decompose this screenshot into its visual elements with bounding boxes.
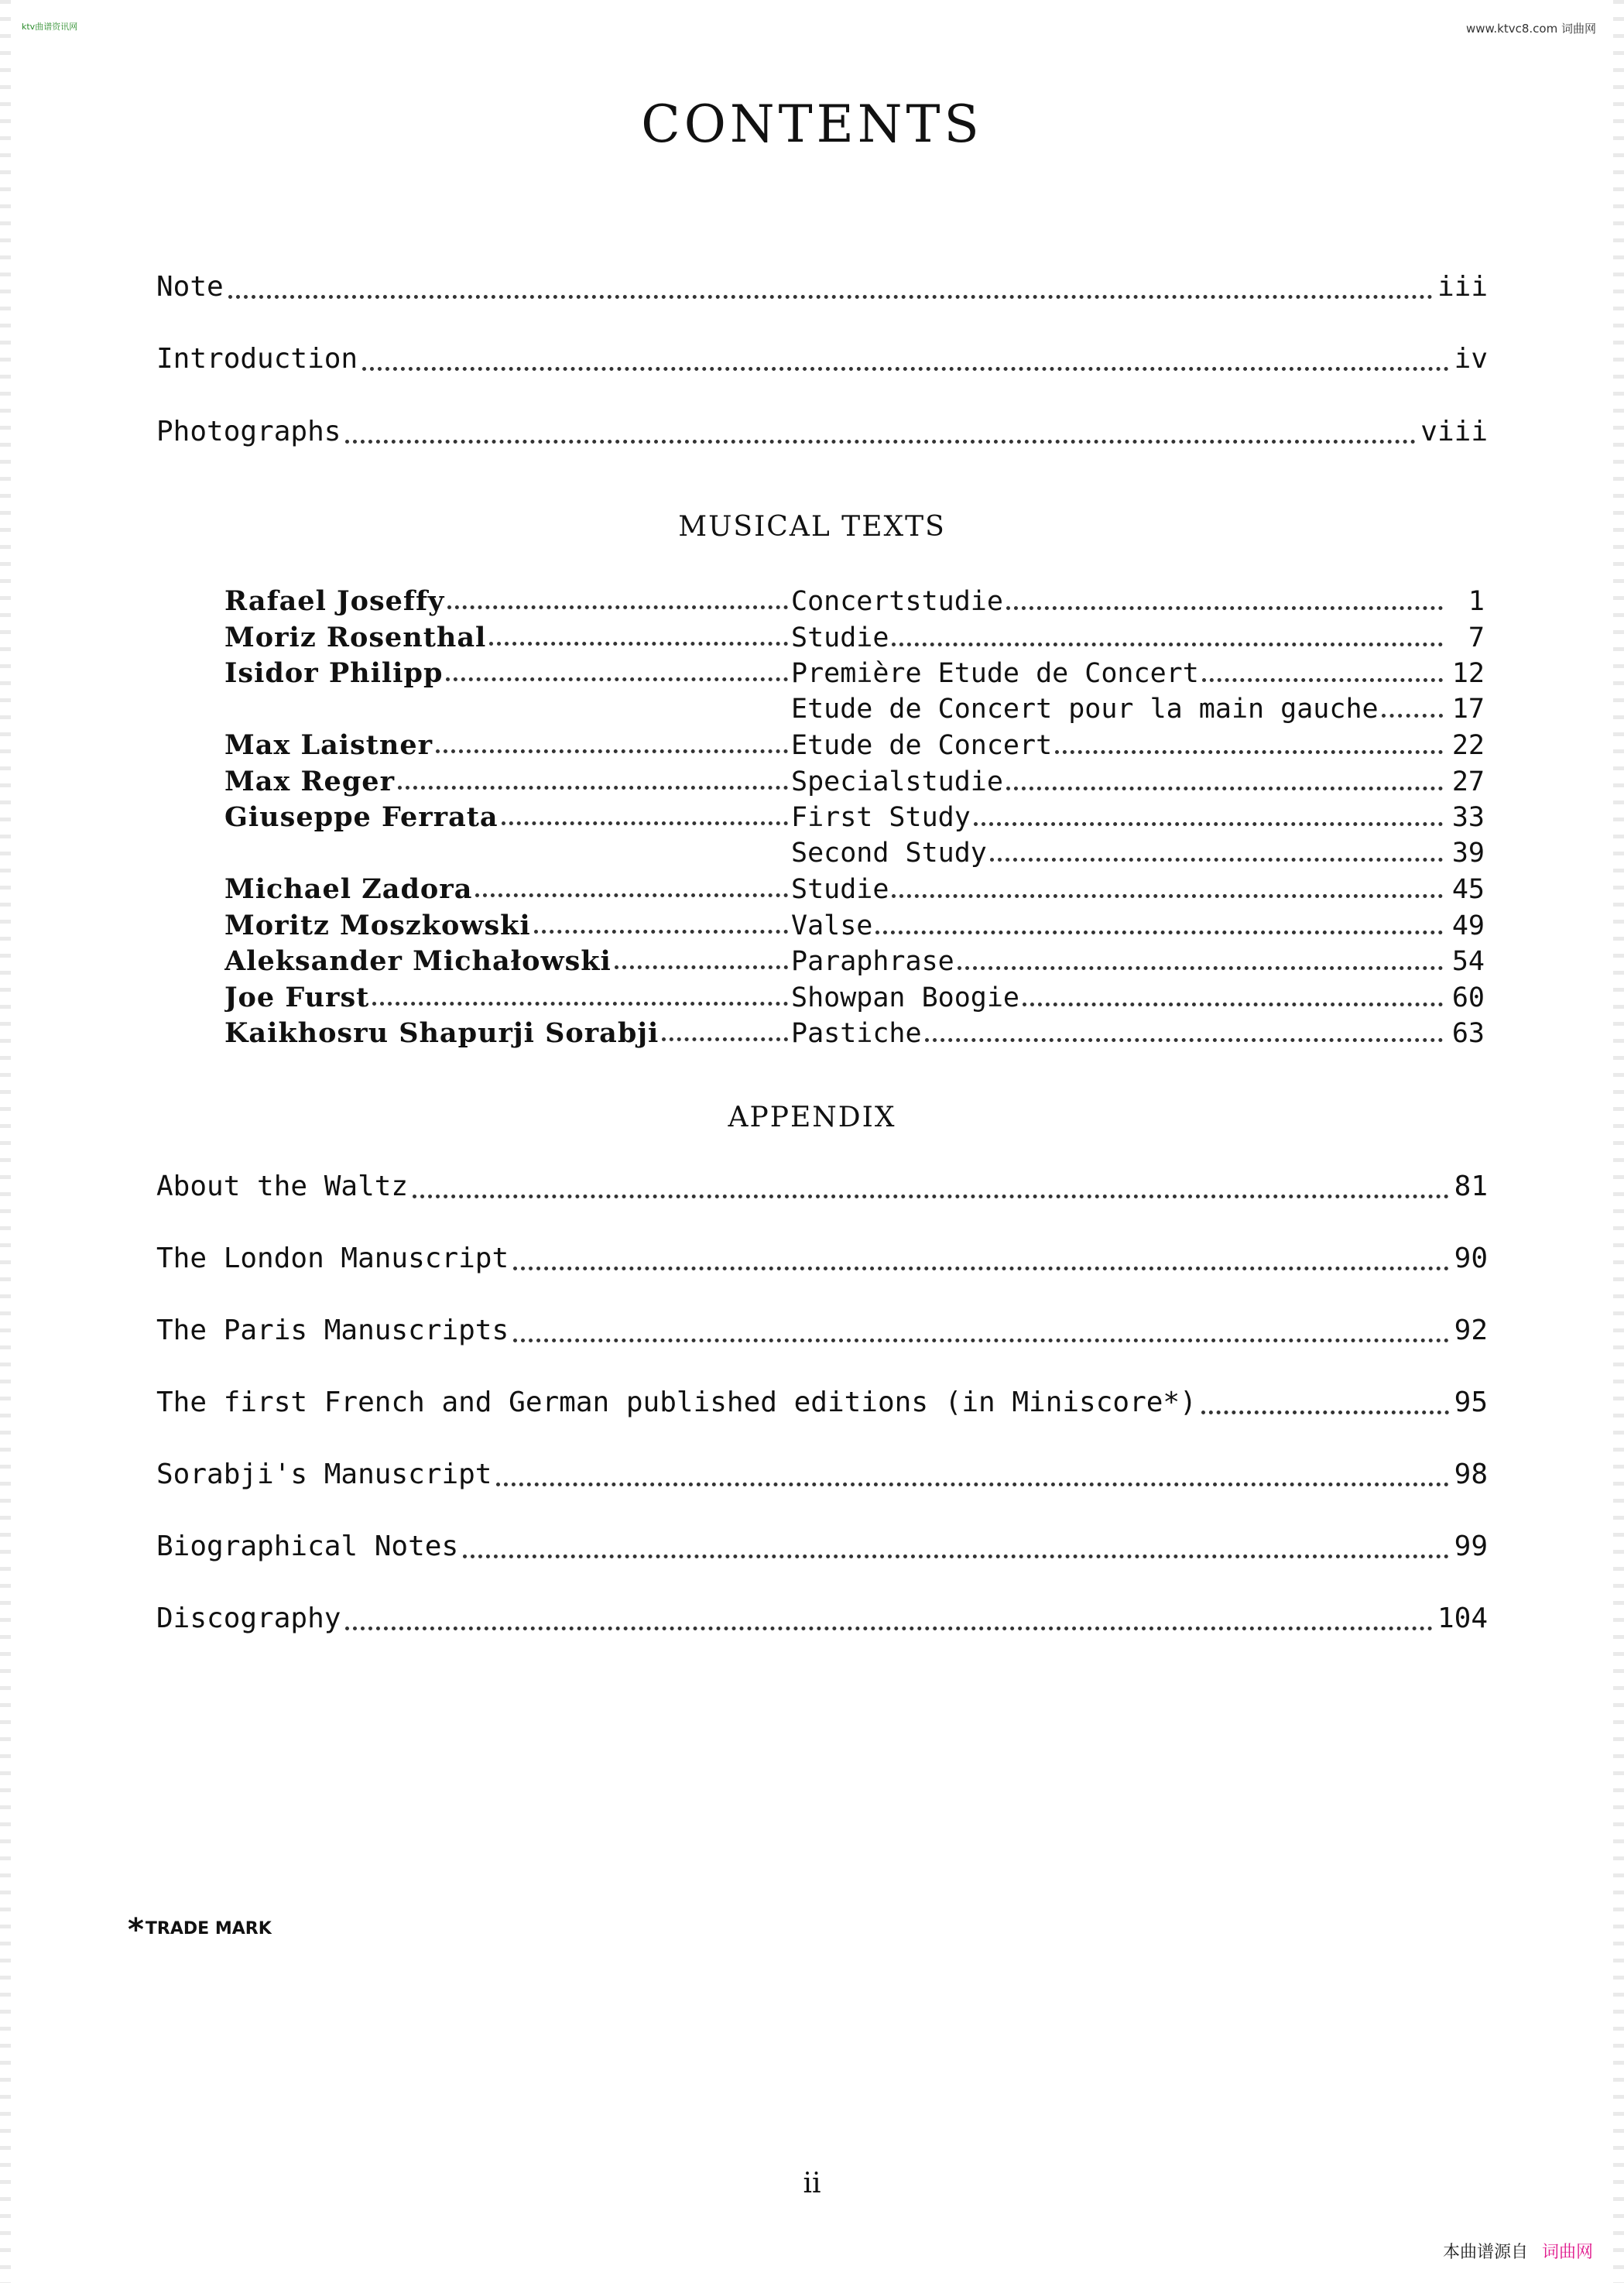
entry-label: Photographs [156, 416, 341, 447]
composer-name: Giuseppe Ferrata [224, 801, 499, 833]
composer-name: Michael Zadora [224, 873, 473, 905]
entry-label: Sorabji's Manuscript [156, 1459, 492, 1490]
entry-label: The Paris Manuscripts [156, 1315, 509, 1346]
entry-page: 17 [1451, 694, 1485, 725]
entry-page: 98 [1454, 1459, 1488, 1490]
composer-name: Max Reger [224, 766, 396, 797]
musical-text-entry [224, 694, 1485, 729]
appendix-entry [156, 1171, 1488, 1209]
leader-dots [1201, 1411, 1449, 1414]
toc-entry-introduction [156, 343, 1488, 382]
entry-page: 63 [1451, 1018, 1485, 1049]
entry-page: 39 [1451, 838, 1485, 869]
entry-page: 1 [1468, 586, 1485, 617]
work-title: Specialstudie [791, 766, 1003, 797]
entry-label: About the Waltz [156, 1171, 409, 1202]
composer-name: Moriz Rosenthal [224, 622, 487, 653]
musical-text-entry [224, 729, 1485, 765]
entry-page: 45 [1451, 874, 1485, 905]
entry-page: viii [1420, 416, 1488, 447]
work-title: Pastiche [791, 1018, 922, 1049]
musical-texts-heading: MUSICAL TEXTS [678, 511, 946, 543]
musical-text-entry [224, 801, 1485, 837]
musical-text-entry [224, 585, 1485, 621]
musical-text-entry [224, 1017, 1485, 1053]
entry-label: Note [156, 271, 224, 303]
leader-dots [345, 1627, 1433, 1630]
entry-page: 54 [1451, 946, 1485, 977]
appendix-entry [156, 1459, 1488, 1497]
leader-dots [463, 1555, 1449, 1558]
leader-dots [345, 440, 1416, 444]
footer-source-text: 本曲谱源自 [1442, 2243, 1528, 2262]
entry-label: Introduction [156, 343, 358, 375]
work-title: Second Study [791, 838, 987, 869]
appendix-entry [156, 1603, 1488, 1641]
entry-page: 7 [1468, 622, 1485, 653]
leader-dots [413, 1195, 1449, 1198]
toc-entry-photographs [156, 416, 1488, 454]
musical-text-entry [224, 622, 1485, 657]
toc-entry-note [156, 271, 1488, 310]
asterisk-icon: * [128, 1912, 144, 1948]
work-title: Valse [791, 910, 873, 941]
entry-label: The first French and German published editions (in Miniscore*) [156, 1387, 1197, 1418]
trademark-text: TRADE MARK [145, 1919, 272, 1938]
work-title: Etude de Concert [791, 730, 1053, 761]
footer-watermark [1443, 2239, 1593, 2263]
leader-dots [362, 367, 1449, 371]
musical-text-entry [224, 910, 1485, 945]
page-title: CONTENTS [641, 94, 983, 154]
entry-label: Biographical Notes [156, 1531, 459, 1562]
entry-label: The London Manuscript [156, 1243, 509, 1274]
left-scan-edge [0, 0, 11, 2283]
appendix-entry [156, 1531, 1488, 1569]
musical-text-entry [224, 766, 1485, 801]
composer-name: Joe Furst [224, 982, 370, 1013]
right-scan-edge [1613, 0, 1624, 2283]
entry-page: 22 [1451, 730, 1485, 761]
entry-page: 27 [1451, 766, 1485, 797]
watermark-top-right: www.ktvc8.com 词曲网 [1465, 22, 1596, 36]
composer-name: Kaikhosru Shapurji Sorabji [224, 1017, 660, 1049]
entry-page: iii [1437, 271, 1488, 303]
entry-label: Discography [156, 1603, 341, 1634]
entry-page: 49 [1451, 910, 1485, 941]
appendix-heading: APPENDIX [728, 1102, 896, 1133]
composer-name: Max Laistner [224, 729, 433, 761]
appendix-entry [156, 1315, 1488, 1353]
leader-dots [513, 1339, 1449, 1342]
work-title: Studie [791, 622, 889, 653]
entry-page: 90 [1454, 1243, 1488, 1274]
work-title: Paraphrase [791, 946, 954, 977]
musical-text-entry [224, 838, 1485, 873]
entry-page: 33 [1451, 802, 1485, 833]
page-number: ii [803, 2168, 821, 2199]
composer-name: Isidor Philipp [224, 657, 444, 689]
entry-page: 95 [1454, 1387, 1488, 1418]
composer-name: Aleksander Michałowski [224, 945, 612, 977]
trademark-note [128, 1912, 272, 1948]
work-title: Studie [791, 874, 889, 905]
work-title: First Study [791, 802, 971, 833]
watermark-top-left: ktv曲谱资讯网 [22, 22, 78, 32]
composer-name: Rafael Joseffy [224, 585, 445, 617]
entry-page: 99 [1454, 1531, 1488, 1562]
entry-page: 81 [1454, 1171, 1488, 1202]
musical-text-entry [224, 657, 1485, 693]
entry-page: 92 [1454, 1315, 1488, 1346]
composer-name: Moritz Moszkowski [224, 910, 531, 941]
appendix-entry [156, 1387, 1488, 1425]
musical-text-entry [224, 873, 1485, 909]
footer-brand-link[interactable]: 词曲网 [1541, 2243, 1593, 2262]
leader-dots [496, 1483, 1449, 1486]
musical-text-entry [224, 945, 1485, 981]
work-title: Concertstudie [791, 586, 1003, 617]
entry-page: iv [1454, 343, 1488, 375]
entry-page: 104 [1437, 1603, 1488, 1634]
work-title: Showpan Boogie [791, 982, 1020, 1013]
appendix-entry [156, 1243, 1488, 1281]
entry-page: 12 [1451, 658, 1485, 689]
work-title: Première Etude de Concert [791, 658, 1199, 689]
work-title: Etude de Concert pour la main gauche [791, 694, 1379, 725]
entry-page: 60 [1451, 982, 1485, 1013]
musical-text-entry [224, 982, 1485, 1017]
leader-dots [228, 295, 1433, 299]
leader-dots [513, 1267, 1449, 1270]
